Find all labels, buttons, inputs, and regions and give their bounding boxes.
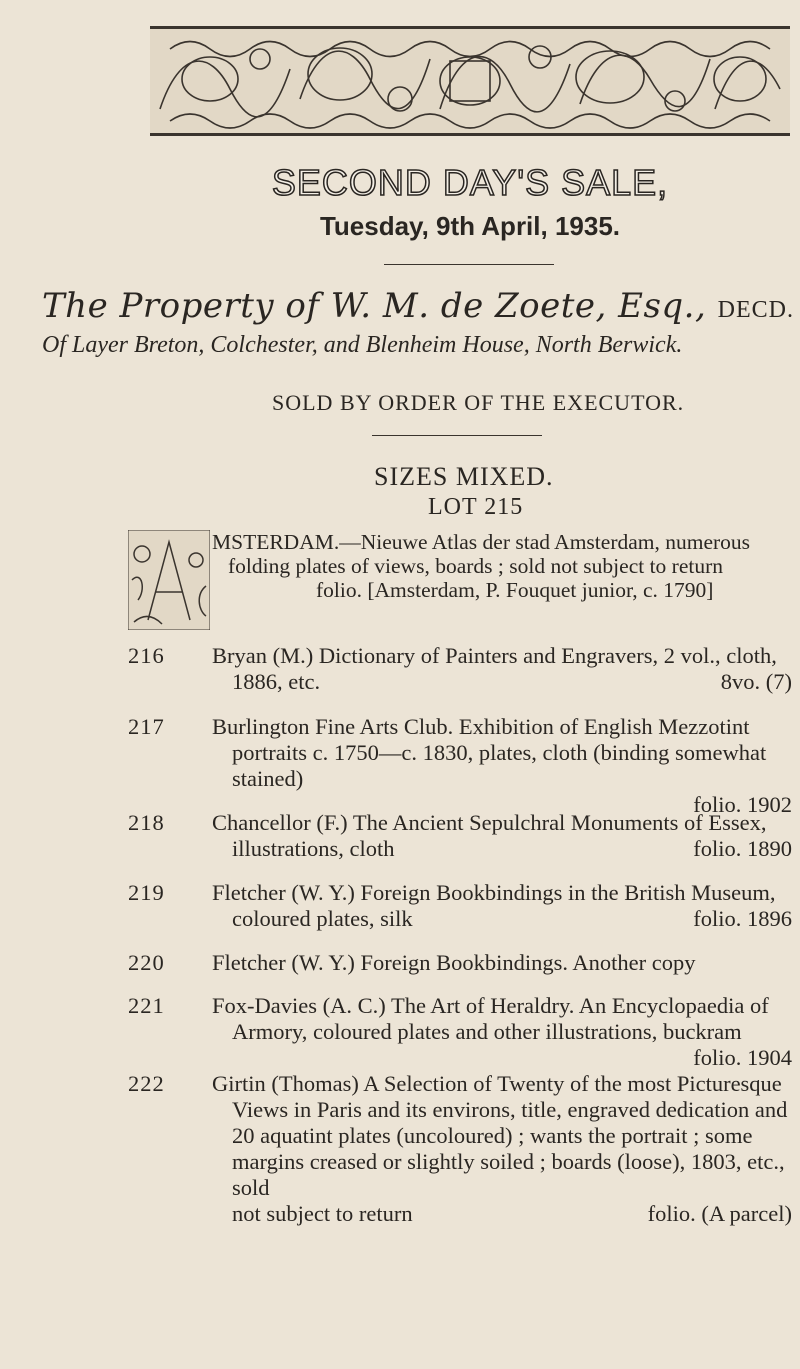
lot-detail: not subject to return: [232, 1201, 413, 1226]
lot-entry: [128, 810, 792, 862]
lot-215-line: MSTERDAM.—Nieuwe Atlas der stad Amsterdam, numerous: [212, 530, 751, 554]
lot-detail: margins creased or slightly soiled ; boards (loose), 1803, etc., sold: [232, 1149, 785, 1200]
lot-size: folio. (A parcel): [647, 1201, 792, 1226]
ornament-illustration: [150, 29, 790, 133]
lot-size: folio. 1890: [693, 836, 792, 861]
lot-number: 219: [128, 880, 165, 905]
lot-detail: Views in Paris and its environs, title, engraved dedication and: [232, 1097, 788, 1122]
owner-text: The Property of W. M. de Zoete, Esq.,: [42, 286, 707, 326]
lot-number: 221: [128, 993, 165, 1018]
lot-detail: 1886, etc.: [232, 669, 321, 694]
sold-by-note: SOLD BY ORDER OF THE EXECUTOR.: [272, 390, 685, 415]
decorative-initial-a: [128, 530, 210, 630]
sale-title: SECOND DAY'S SALE,: [271, 162, 669, 203]
lot-215-line: folio. [Amsterdam, P. Fouquet junior, c. 1790]: [316, 578, 714, 602]
lot-title: Girtin (Thomas) A Selection of Twenty of the most Picturesque: [212, 1071, 782, 1096]
lot-entry: [128, 1071, 792, 1227]
decd-label: DECD.: [717, 297, 794, 323]
lot-detail: illustrations, cloth: [232, 836, 395, 861]
lot-title: Fletcher (W. Y.) Foreign Bookbindings. Another copy: [212, 950, 696, 975]
lot-title: Fox-Davies (A. C.) The Art of Heraldry. An Encyclopaedia of: [212, 993, 769, 1018]
lot-detail: coloured plates, silk: [232, 906, 413, 931]
lot-label: LOT 215: [428, 494, 524, 520]
section-heading: SIZES MIXED.: [374, 462, 554, 491]
lot-size: folio. 1904: [693, 1045, 792, 1070]
lot-entry: [128, 643, 792, 695]
lot-number: 222: [128, 1071, 165, 1096]
lot-title: Fletcher (W. Y.) Foreign Bookbindings in the British Museum,: [212, 880, 776, 905]
lot-entry: [128, 714, 792, 818]
lot-entry: [128, 993, 792, 1071]
lot-detail: portraits c. 1750—c. 1830, plates, cloth (binding somewhat stained): [232, 740, 767, 791]
lot-entry: [128, 950, 792, 976]
lot-number: 216: [128, 643, 165, 668]
lot-215-line: folding plates of views, boards ; sold not subject to return: [228, 554, 724, 578]
lot-size: folio. 1896: [693, 906, 792, 931]
property-owner-line: [42, 286, 794, 326]
sale-date: Tuesday, 9th April, 1935.: [319, 211, 621, 241]
lot-detail: Armory, coloured plates and other illustrations, buckram: [232, 1019, 742, 1044]
decorative-banner: [150, 26, 790, 136]
lot-title: Bryan (M.) Dictionary of Painters and Engravers, 2 vol., cloth,: [212, 643, 777, 668]
lot-title: Chancellor (F.) The Ancient Sepulchral Monuments of Essex,: [212, 810, 767, 835]
lot-detail: 20 aquatint plates (uncoloured) ; wants the portrait ; some: [232, 1123, 753, 1148]
lot-number: 218: [128, 810, 165, 835]
lot-number: 220: [128, 950, 165, 975]
property-locations: Of Layer Breton, Colchester, and Blenheim House, North Berwick.: [42, 332, 683, 358]
lot-size: folio. 1902: [693, 792, 792, 817]
lot-entry: [128, 880, 792, 932]
lot-215-description: [212, 530, 792, 602]
divider: [372, 435, 542, 436]
initial-ornament: [128, 530, 210, 630]
lot-title: Burlington Fine Arts Club. Exhibition of English Mezzotint: [212, 714, 750, 739]
divider: [384, 264, 554, 265]
lot-number: 217: [128, 714, 165, 739]
lot-size: 8vo. (7): [720, 669, 792, 694]
